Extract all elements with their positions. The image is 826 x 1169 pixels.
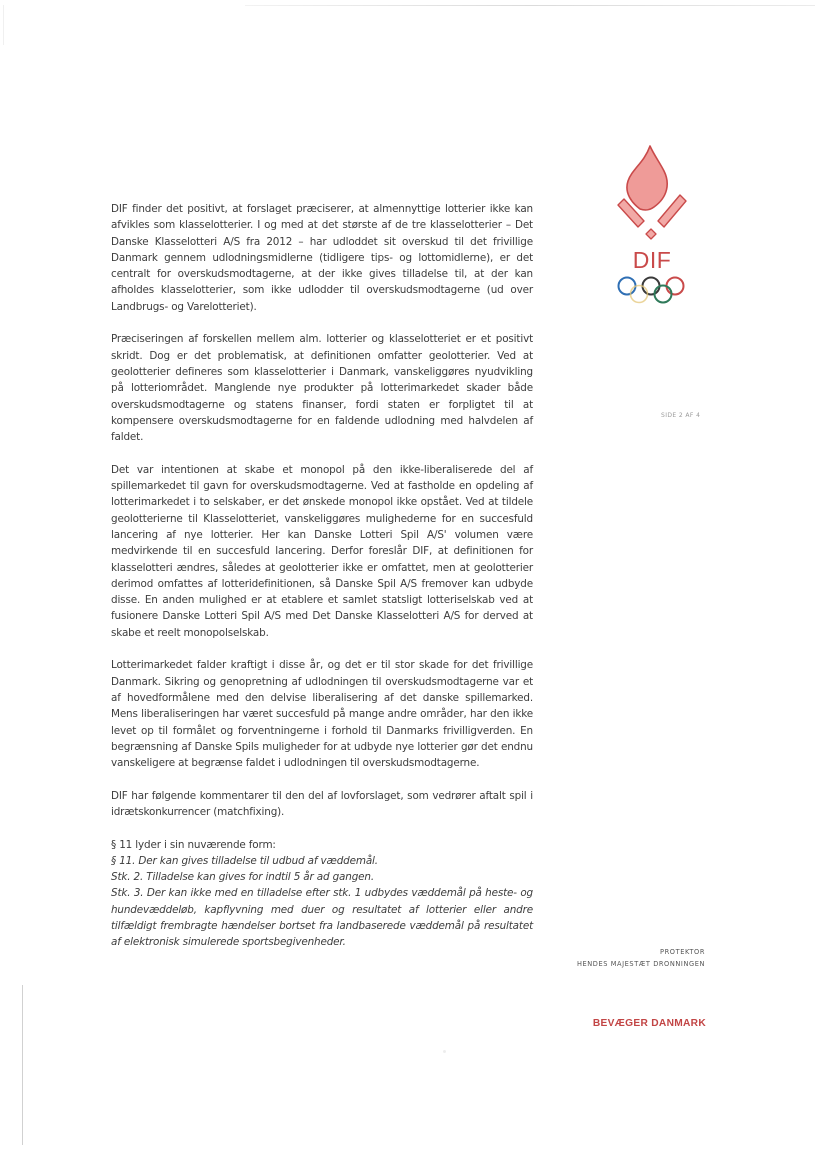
tagline: BEVÆGER DANMARK: [592, 1018, 706, 1029]
protector-name: HENDES MAJESTÆT DRONNINGEN: [576, 960, 705, 968]
scan-artifact-left-edge-top: [3, 5, 4, 45]
legal-paragraph-11: § 11. Der kan gives tilladelse til udbud af væddemål.: [111, 854, 378, 867]
logo-wordmark: DIF: [632, 247, 672, 273]
page-number: SIDE 2 AF 4: [661, 412, 701, 419]
royal-patron-note: [577, 946, 705, 970]
scan-artifact-left-edge: [22, 985, 23, 1145]
paragraph-lottery-market: Lotterimarkedet falder kraftigt i disse år, og det er til stor skade for det frivillige Danmark. Sikring og genopretning af udlodningen til overskudsmodtagerne var et af hovedformålene med den delvise liberalisering af det danske spillemarked. Mens liberaliseringen har været succesfuld på mange andre områder, har den ikke levet op til formålet og forventningerne i forhold til Danmarks frivilligverden. En begrænsning af Danske Spils muligheder for at udbyde nye lotterier gør det endnu vanskeligere at begrænse faldet i udlodningen til overskudsmodtagerne.: [111, 659, 533, 770]
legal-stk-2: Stk. 2. Tilladelse kan gives for indtil 5 år ad gangen.: [111, 871, 374, 884]
paragraph-matchfixing-intro: DIF har følgende kommentarer til den del af lovforslaget, som vedrører aftalt spil i idrætskonkurrencer (matchfixing).: [111, 789, 533, 818]
section-intro: § 11 lyder i sin nuværende form:: [111, 838, 276, 851]
scan-artifact-top-edge: [245, 5, 815, 6]
paragraph-monopoly: Det var intentionen at skabe et monopol på den ikke-liberaliserede del af spillemarkedet til gavn for overskudsmodtagerne. Ved at fastholde en opdeling af lotterimarkedet i to selskaber, er det ønskede monopol ikke opstået. Ved at tildele geolotterierne til Klasselotteriet, vanskeliggøres mulighederne for en succesfuld lancering af nye lotterier. Her kan Danske Lotteri Spil A/S' volumen være medvirkende til en succesfuld lancering. Derfor foreslår DIF, at definitionen for klasselotteri ændres, således at geolotterier ikke er omfattet, men at geolotterier derimod omfattes af lotteridefinitionen, så Danske Spil A/S fremover kan udbyde disse. En anden mulighed er at etablere et samlet statsligt lotteriselskab ved at fusionere Danske Lotteri Spil A/S med Det Danske Klasselotteri A/S for derved at skabe et reelt monopolselskab.: [111, 463, 533, 639]
paragraph-definition-critique: Præciseringen af forskellen mellem alm. lotterier og klasselotteriet er et positivt skridt. Dog er det problematisk, at definitionen omfatter geolotterier. Ved at geolotterier defineres som klasselotterier i Danmark, vanskeliggøres nyudvikling på lotteriområdet. Manglende nye produkter på lotterimarkedet skader både overskudsmodtagerne og statens finanser, fordi staten er forpligtet til at kompensere overskudsmodtagerne for en faldende udlodning med halvdelen af faldet.: [111, 333, 533, 444]
scan-speck: [443, 1050, 446, 1053]
dif-logo: [610, 143, 694, 305]
legal-quote: [111, 853, 533, 951]
legal-stk-3: Stk. 3. Der kan ikke med en tilladelse efter stk. 1 udbydes væddemål på heste- og hundevæddeløb, kapflyvning med duer og resultatet af lotterier eller andre tilfældigt frembragte hændelser bortset fra landbaserede væddemål på resultatet af elektronisk simulerede sportsbegivenheder.: [111, 887, 533, 949]
protector-title: PROTEKTOR: [660, 948, 705, 956]
letter-body: [111, 201, 533, 951]
paragraph-geolotteries-intro: DIF finder det positivt, at forslaget præciserer, at almennyttige lotterier ikke kan afvikles som klasselotterier. I og med at det største af de tre klasselotterier – Det Danske Klasselotteri A/S fra 2012 – har udloddet sit overskud til det frivillige Danmark gennem udlodningsmidlerne (tidligere tips- og lottomidlerne), er det centralt for overskudsmodtagerne, at der ikke gives tilladelse til, at der kan afholdes klasselotterier, som ikke udlodder til overskudsmodtagerne (ud over Landbrugs- og Varelotteriet).: [111, 203, 533, 313]
flame-emblem-icon: [610, 143, 694, 247]
olympic-rings-icon: [610, 275, 694, 305]
